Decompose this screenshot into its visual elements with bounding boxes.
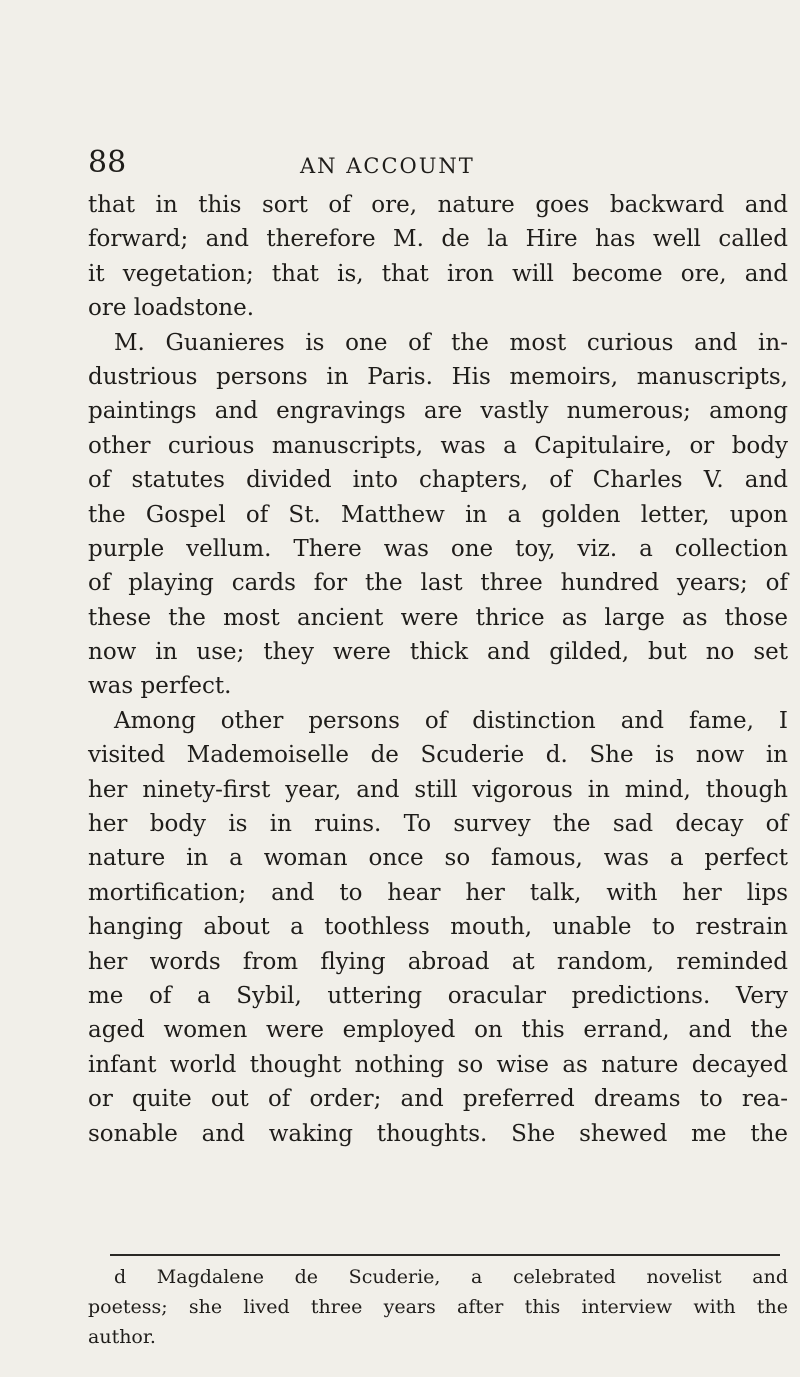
text-line: infant world thought nothing so wise as nature decayed <box>88 1051 788 1078</box>
text-line: her words from flying abroad at random, reminded <box>88 948 788 975</box>
text-line: other curious manuscripts, was a Capitulaire, or body <box>88 432 788 459</box>
text-line: it vegetation; that is, that iron will become ore, and <box>88 260 788 287</box>
text-line: M. Guanieres is one of the most curious and in- <box>114 329 788 356</box>
text-line: her body is in ruins. To survey the sad decay of <box>88 811 788 838</box>
text-line: aged women were employed on this errand, and the <box>88 1017 788 1044</box>
footnote-line: poetess; she lived three years after this interview with the <box>88 1296 788 1318</box>
text-line: now in use; they were thick and gilded, but no set <box>88 639 788 666</box>
text-line: forward; and therefore M. de la Hire has well called <box>88 226 788 253</box>
text-line: sonable and waking thoughts. She shewed me the <box>88 1120 788 1147</box>
footnote <box>88 1262 788 1352</box>
page-number: 88 <box>88 145 127 180</box>
text-line: Among other persons of distinction and fame, I <box>114 707 788 734</box>
text-line: me of a Sybil, uttering oracular predictions. Very <box>88 982 788 1009</box>
text-line: purple vellum. There was one toy, viz. a collection <box>88 535 788 562</box>
text-line: or quite out of order; and preferred dreams to rea- <box>88 1086 788 1113</box>
body-text <box>88 188 788 1151</box>
text-line: her ninety-first year, and still vigorous in mind, though <box>88 776 788 803</box>
text-line: of statutes divided into chapters, of Charles V. and <box>88 467 788 494</box>
text-line: paintings and engravings are vastly numerous; among <box>88 398 788 425</box>
text-line: dustrious persons in Paris. His memoirs, manuscripts, <box>88 363 788 390</box>
text-line: mortification; and to hear her talk, with her lips <box>88 879 788 906</box>
text-line: hanging about a toothless mouth, unable to restrain <box>88 914 788 941</box>
text-line: these the most ancient were thrice as large as those <box>88 604 788 631</box>
footnote-line: d Magdalene de Scuderie, a celebrated novelist and <box>114 1266 788 1288</box>
text-line: ore loadstone. <box>88 295 255 322</box>
text-line: visited Mademoiselle de Scuderie d. She is now in <box>88 742 788 769</box>
footnote-line: author. <box>88 1326 156 1348</box>
text-line: the Gospel of St. Matthew in a golden letter, upon <box>88 501 788 528</box>
running-head: AN ACCOUNT <box>300 154 475 178</box>
text-line: was perfect. <box>88 673 232 700</box>
text-line: that in this sort of ore, nature goes backward and <box>88 192 788 218</box>
text-line: nature in a woman once so famous, was a perfect <box>88 845 788 872</box>
text-line: of playing cards for the last three hundred years; of <box>88 570 788 597</box>
footnote-divider <box>110 1254 780 1256</box>
